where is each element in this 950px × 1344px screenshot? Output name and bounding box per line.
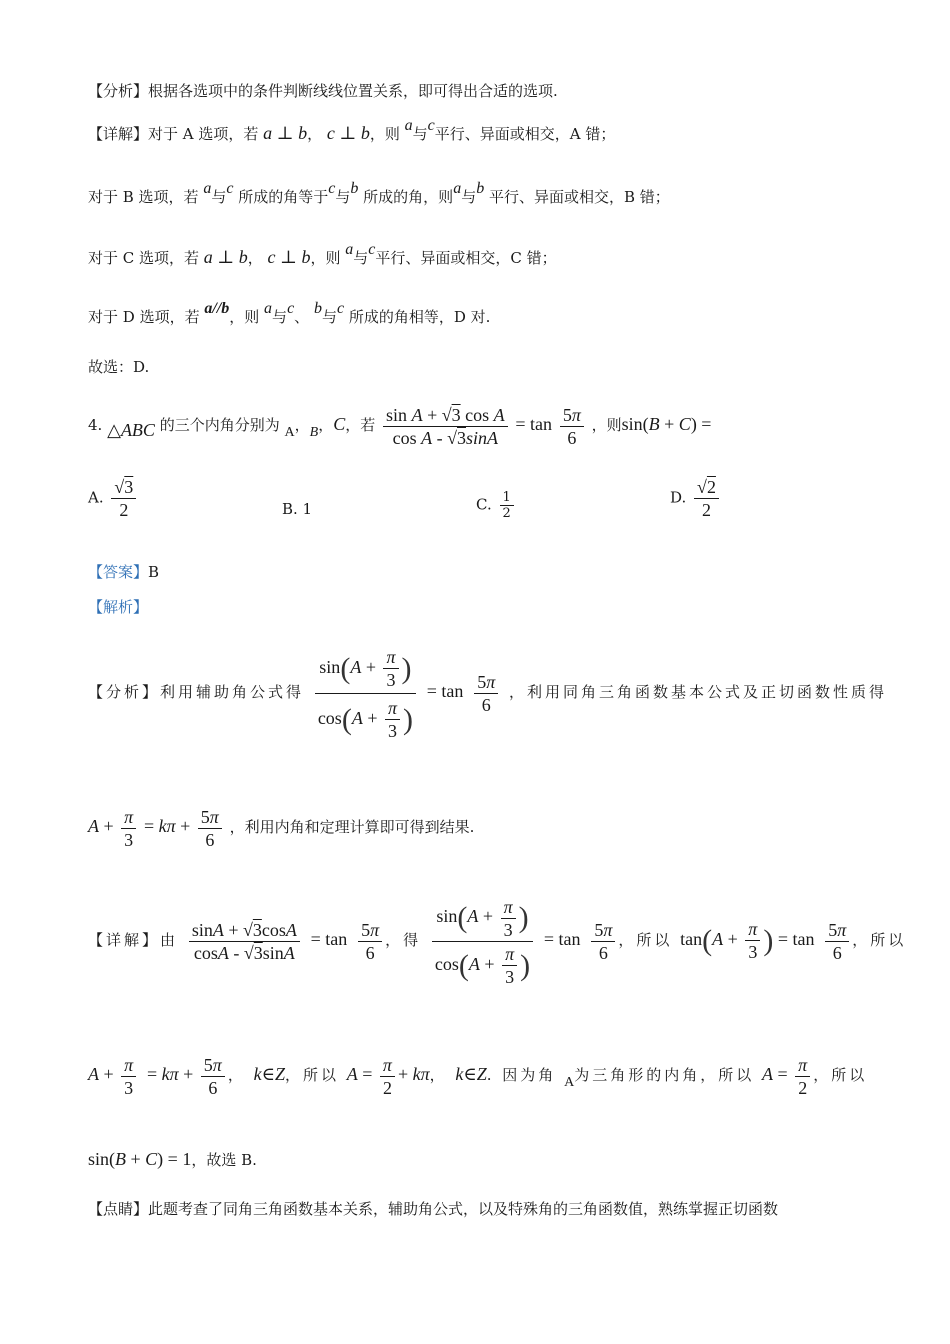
text: 与 [321,308,337,326]
math-fraction: $\frac{\text{sin A + √3 cos A}}{\text{cos A - √3sinA}}$ [383,404,508,449]
dianjing: 【点睛】此题考查了同角三角函数基本关系，辅助角公式，以及特殊角的三角函数值，熟练掌握正切函数 [88,1200,779,1218]
text: 对于 A 选项，若 [148,125,259,143]
text: ，得 [385,931,422,949]
xiangjie-label: 【详解】 [88,931,161,949]
text: 平行、异面或相交，A 错； [434,125,616,143]
fenxi-line: 【分析】利用辅助角公式得 sin(A + $\frac{\pi}{3}$ ) cos(A + $\frac{\pi}{3}$ ) = tan $\frac{5\pi}{6}$ ，利用同角三角函数基本公式及正切函数性质得 [88,636,862,747]
answer [88,561,862,583]
text: 对于 D 选项，若 [88,308,200,326]
text: ， [429,1066,448,1084]
xiangjie-line: 【详解】由 $\frac{\sin A + √3\cos A}{\cos A - √3\sin A}$ = tan $\frac{5\pi}{6}$ ，得 sin(A + $\frac{\pi}{3}$ ) cos(A + $\frac{\pi}{3}$ ) = tan $\frac{5\pi}{6}$ ，所以 tan(A + $\frac{\pi}{3}$ ) = tan $\frac{5\pi}{6}$ ，所以 [88,884,862,996]
math-a-perp-b: a [263,123,273,143]
text: ， [227,1066,246,1084]
text: ，则 [369,125,400,143]
option-label: D. [670,488,687,507]
text: 、 [294,308,310,326]
question-number: 4. [88,416,103,434]
detail-c: 对于 C 选项，若 a ⊥ b， c ⊥ b，则 a与c平行、异面或相交，C 错； [88,241,557,267]
text: 的三个内角分别为 [159,416,280,434]
text: 平行、异面或相交，B 错； [488,188,670,206]
conclusion: 故选：D. [88,358,150,376]
text: ，若 [345,416,376,434]
text: ， [307,125,323,143]
text: ，则 [310,249,341,267]
text: 对于 B 选项，若 [88,188,199,206]
text: ，利用同角三角函数基本公式及正切函数性质得 [509,683,888,701]
text: 由 [160,931,179,949]
option-b[interactable]: B. 1 [282,500,313,518]
text: ，利用内角和定理计算即可得到结果. [229,818,475,836]
text: ，故选 B. [191,1151,257,1169]
text: 与 [412,125,428,143]
text: ，则 [229,308,260,326]
fenxi-label: 【分析】 [88,683,161,701]
text: 平行、异面或相交，C 错； [375,249,557,267]
math-fraction: sin(A + $\frac{\pi}{3}$ ) cos(A + $\frac{\pi}{3}$ ) [315,643,416,744]
fenxi-line-2: A + $\frac{\pi}{3}$ = kπ + $\frac{5\pi}{6}$ ，利用内角和定理计算即可得到结果. [88,806,475,850]
text: 与 [335,188,351,206]
detail-a: 【详解】对于 A 选项，若 a ⊥ b， c ⊥ b，则 a与c平行、异面或相交，A 错； [88,117,616,143]
text: ，所以 [618,931,673,949]
text: ， [247,249,263,267]
text: ，所以 [284,1066,339,1084]
analysis-heading: 【解析】 [88,598,149,616]
text: . 因为角 [486,1066,557,1084]
text: 为三角形的内角，所以 [574,1066,755,1084]
math-a-parallel-b: a//b [204,300,230,317]
option-label: A. [88,488,104,507]
detail-label: 【详解】 [88,125,149,143]
option-d[interactable]: D. $\frac{√2}{2}$ [670,476,722,521]
math-fraction: $\frac{5\pi}{6}$ [560,404,584,449]
detail-b: 对于 B 选项，若 a与c 所成的角等于c与b 所成的角，则a与b 平行、异面或相交，B 错； [88,180,670,206]
xiangjie-line-3: sin(B + C) = 1，故选 B. [88,1149,257,1169]
text: 与 [272,308,288,326]
answer-label: 【答案】 [88,563,149,581]
text: 与 [461,188,477,206]
question-4: 4. △ABC 的三个内角分别为 A，B，C，若 $\frac{\text{sin A + √3 cos A}}{\text{cos A - √3sinA}}$ = tan $\frac{5\pi}{6}$ ，则sin(B + C) = [88,404,712,448]
text: 所成的角，则 [363,188,454,206]
answer-value: B [148,563,160,581]
text: ，所以 [852,931,907,949]
text: ，所以 [813,1066,868,1084]
text: 所成的角等于 [238,188,329,206]
detail-d: 对于 D 选项，若 a//b，则 a与c、 b与c 所成的角相等，D 对. [88,300,491,326]
text: 与 [353,249,369,267]
text: 利用辅助角公式得 [160,683,305,701]
option-a[interactable]: A. $\frac{√3}{2}$ [88,476,139,521]
option-c[interactable]: C. $\frac{1}{2}$ [476,490,517,521]
text: 对于 C 选项，若 [88,249,200,267]
option-label: C. [476,495,492,514]
text: 与 [211,188,227,206]
analysis-text: 【分析】根据各选项中的条件判断线线位置关系，即可得出合适的选项. [88,82,558,100]
text: 所成的角相等，D 对. [348,308,491,326]
xiangjie-line-2: A + $\frac{\pi}{3}$ = kπ + $\frac{5\pi}{6}$ ， k∈Z，所以 A = $\frac{\pi}{2}$ + kπ， k∈Z. 因为角 A为三角形的内角，所以 A = $\frac{\pi}{2}$ ，所以 [88,1054,868,1098]
text: ，则 [591,416,622,434]
